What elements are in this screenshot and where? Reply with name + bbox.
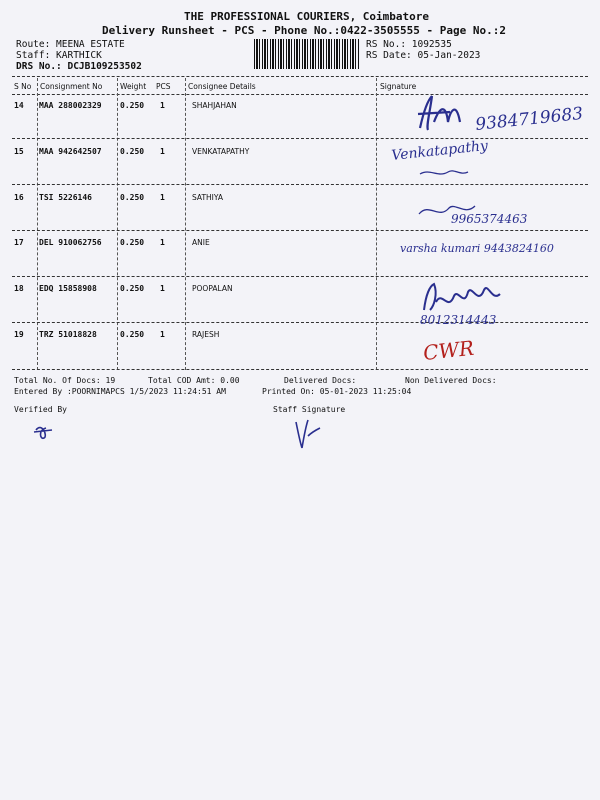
printed-on: Printed On: 05-01-2023 11:25:04: [262, 387, 412, 396]
rs-number: RS No.: 1092535: [366, 39, 452, 50]
row-pcs: 1: [160, 330, 165, 339]
column-line: [376, 78, 377, 370]
row-sno: 14: [14, 101, 24, 110]
row-divider: [12, 184, 588, 185]
column-line: [117, 78, 118, 370]
row-weight: 0.250: [120, 238, 145, 247]
row-pcs: 1: [160, 147, 165, 156]
row-consignee: POOPALAN: [192, 284, 233, 293]
barcode: [254, 39, 359, 69]
signature-row-18: [420, 280, 550, 326]
row-pcs: 1: [160, 101, 165, 110]
row-sno: 16: [14, 193, 24, 202]
delivered-docs: Delivered Docs:: [284, 376, 357, 385]
staff-signature-mark: [292, 416, 326, 450]
row-weight: 0.250: [120, 193, 145, 202]
signature-row-15: [390, 137, 530, 182]
row-divider: [12, 276, 588, 277]
signature-row-19: [422, 334, 492, 368]
rs-date: RS Date: 05-Jan-2023: [366, 50, 481, 61]
row-consignee: SATHIYA: [192, 193, 224, 202]
signature-text: CWR: [422, 335, 476, 365]
divider: [12, 369, 588, 370]
row-consignment: MAA 288002329: [39, 101, 102, 110]
row-sno: 18: [14, 284, 24, 293]
row-pcs: 1: [160, 238, 165, 247]
col-sno: S No: [14, 82, 32, 91]
verified-by-label: Verified By: [14, 405, 67, 414]
row-weight: 0.250: [120, 284, 145, 293]
signature-row-16: [415, 196, 575, 230]
signature-text: 9965374463: [451, 212, 528, 226]
verified-signature: [32, 420, 62, 442]
signature-row-17: [398, 236, 554, 276]
staff-signature-label: Staff Signature: [273, 405, 346, 414]
drs-number: DRS No.: DCJB109253502: [16, 61, 142, 72]
row-consignee: ANIE: [192, 238, 210, 247]
company-title: THE PROFESSIONAL COURIERS, Coimbatore: [184, 10, 430, 23]
row-divider: [12, 230, 588, 231]
row-consignment: DEL 910062756: [39, 238, 102, 247]
row-consignment: EDQ 15858908: [39, 284, 97, 293]
row-weight: 0.250: [120, 101, 145, 110]
row-pcs: 1: [160, 284, 165, 293]
total-docs: Total No. Of Docs: 19: [14, 376, 116, 385]
runsheet-subtitle: Delivery Runsheet - PCS - Phone No.:0422-3505555 - Page No.:2: [102, 24, 506, 37]
row-weight: 0.250: [120, 330, 145, 339]
column-line: [37, 78, 38, 370]
non-delivered-docs: Non Delivered Docs:: [405, 376, 497, 385]
signature-text: Venkatapathy: [390, 137, 489, 164]
col-consignee: Consignee Details: [188, 82, 256, 91]
staff-label: Staff: KARTHICK: [16, 50, 102, 61]
row-consignment: TRZ 51018828: [39, 330, 97, 339]
row-sno: 19: [14, 330, 24, 339]
signature-row-14: [410, 92, 585, 138]
row-consignment: MAA 942642507: [39, 147, 102, 156]
col-signature: Signature: [380, 82, 417, 91]
row-consignment: TSI 5226146: [39, 193, 92, 202]
row-consignee: RAJESH: [192, 330, 220, 339]
col-weight: Weight: [120, 82, 147, 91]
row-consignee: SHAHJAHAN: [192, 101, 237, 110]
row-weight: 0.250: [120, 147, 145, 156]
route-label: Route: MEENA ESTATE: [16, 39, 125, 50]
signature-text: 9384719683: [474, 103, 585, 135]
row-consignee: VENKATAPATHY: [192, 147, 250, 156]
row-divider: [12, 138, 588, 139]
total-cod: Total COD Amt: 0.00: [148, 376, 240, 385]
signature-text: varsha kumari 9443824160: [400, 242, 554, 255]
signature-text: 8012314443: [420, 313, 497, 327]
row-sno: 15: [14, 147, 24, 156]
col-pcs: PCS: [156, 82, 171, 91]
entered-by: Entered By :POORNIMAPCS 1/5/2023 11:24:51 AM: [14, 387, 226, 396]
row-sno: 17: [14, 238, 24, 247]
col-consignment: Consignment No: [40, 82, 103, 91]
column-line: [185, 78, 186, 370]
divider: [12, 76, 588, 77]
row-pcs: 1: [160, 193, 165, 202]
